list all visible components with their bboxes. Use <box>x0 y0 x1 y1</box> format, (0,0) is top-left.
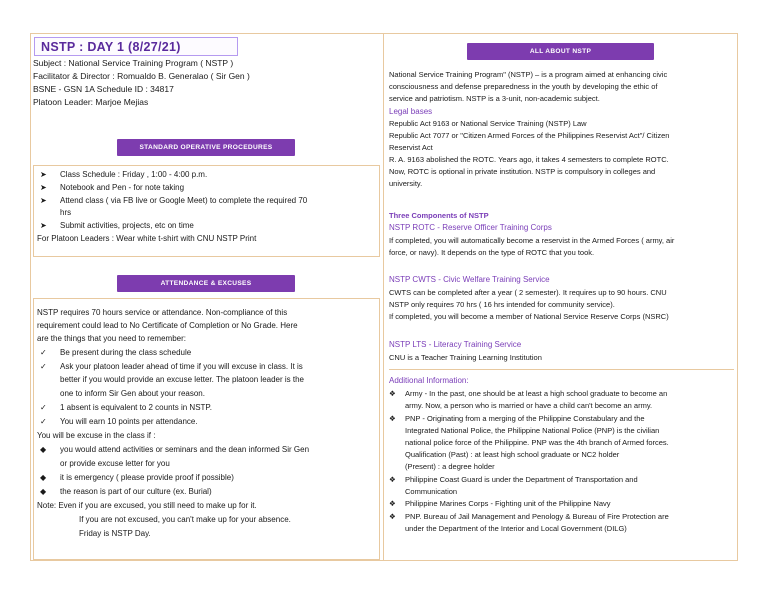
cwts-line: If completed, you will become a member of National Service Reserve Corps (NSRC) <box>389 312 669 321</box>
right-column: ALL ABOUT NSTP National Service Training Program" (NSTP) – is a program aimed at enhancing civic consciousness and defense preparedness in the youth by developing the ethic of service and patriotism. NSTP is a 3-unit, non-academic subject. Legal bases Republic Act 9163 or National Service Training (NSTP) Law Republic Act 7077 or "Citizen Armed Forces of the Philippines Reservist Act"/ Citizen Reservist Act R. A. 9163 abolished the ROTC. Years ago, it takes 4 semesters to complete ROTC. Now, ROTC is optional in private institution. NSTP is compulsory in colleges and university. Three Components of NSTP NSTP ROTC - Reserve Officer Training Corps If completed, you will automatically become a reservist in the Armed Forces ( army, air force, or navy). It depends on the type of ROTC that you took. NSTP CWTS - Civic Welfare Training Service CWTS can be completed after a year ( 2 semester). It requires up to 90 hours. CNU NSTP only requires 70 hrs ( 16 hrs intended for community service). If completed, you will become a member of National Service Reserve Corps (NSRC) NSTP LTS - Literacy Training Service CNU is a Teacher Training Learning Institution Additional Information: ❖ Army - In the past, one should be at least a high school graduate to become an army. Now, a person who is married or have a child can't become an army. ❖ PNP - Originating from a merging of the Philippine Constabulary and the Integrated National Police, the Philippine National Police (PNP) is the civilian national police force of the Philippine. PNP was the 4th branch of Armed forces. Qualification (Past) : at least high school graduate or NC2 holder (Present) : a degree holder ❖ Philippine Coast Guard is under the Department of Transportation and Communication ❖ Philippine Marines Corps - Fighting unit of the Philippine Navy ❖ PNP. Bureau of Jail Management and Penology & Bureau of Fire Protection are under the Department of the Interior and Local Government (DILG) <box>385 33 738 561</box>
about-intro: consciousness and defense preparedness in the youth by developing the ethic of <box>389 82 658 91</box>
rotc-line: force, or navy). It depends on the type of ROTC that you took. <box>389 248 595 257</box>
excuse-intro: You will be excuse in the class if : <box>37 431 156 440</box>
legal-line: university. <box>389 179 423 188</box>
lts-line: CNU is a Teacher Training Learning Institution <box>389 353 542 362</box>
additional-heading: Additional Information: <box>389 376 469 385</box>
left-column <box>30 33 383 561</box>
attendance-intro: are the things that you need to remember: <box>37 334 186 343</box>
about-heading: ALL ABOUT NSTP <box>467 43 654 60</box>
rotc-line: If completed, you will automatically become a reservist in the Armed Forces ( army, air <box>389 236 675 245</box>
facilitator-line: Facilitator & Director : Romualdo B. Generalao ( Sir Gen ) <box>33 71 250 81</box>
lts-heading: NSTP LTS - Literacy Training Service <box>389 340 522 349</box>
sop-box: ➤ Class Schedule : Friday , 1:00 - 4:00 p.m. ➤ Notebook and Pen - for note taking ➤ Attend class ( via FB live or Google Meet) to complete the required 70 hrs ➤ Submit activities, projects, etc on time For Platoon Leaders : Wear white t-shirt with CNU NSTP Print <box>33 165 380 257</box>
attendance-note: Friday is NSTP Day. <box>79 529 151 538</box>
title-box <box>34 37 238 56</box>
sop-heading: STANDARD OPERATIVE PROCEDURES <box>117 139 295 156</box>
sop-note: For Platoon Leaders : Wear white t-shirt with CNU NSTP Print <box>37 234 257 243</box>
cwts-heading: NSTP CWTS - Civic Welfare Training Service <box>389 275 550 284</box>
leader-line: Platoon Leader: Marjoe Mejias <box>33 97 149 107</box>
schedule-line: BSNE - GSN 1A Schedule ID : 34817 <box>33 84 174 94</box>
legal-line: R. A. 9163 abolished the ROTC. Years ago, it takes 4 semesters to complete ROTC. <box>389 155 669 164</box>
column-divider <box>383 33 384 561</box>
page-title: NSTP : DAY 1 (8/27/21) <box>41 40 181 54</box>
cwts-line: NSTP only requires 70 hrs ( 16 hrs intended for community service). <box>389 300 615 309</box>
rotc-heading: NSTP ROTC - Reserve Officer Training Corps <box>389 223 552 232</box>
legal-line: Republic Act 7077 or "Citizen Armed Forces of the Philippines Reservist Act"/ Citizen <box>389 131 670 140</box>
components-heading: Three Components of NSTP <box>389 211 489 220</box>
about-intro: National Service Training Program" (NSTP) – is a program aimed at enhancing civic <box>389 70 668 79</box>
attendance-intro: requirement could lead to No Certificate of Completion or No Grade. Here <box>37 321 298 330</box>
legal-line: Reservist Act <box>389 143 433 152</box>
about-intro: service and patriotism. NSTP is a 3-unit, non-academic subject. <box>389 94 600 103</box>
attendance-intro: NSTP requires 70 hours service or attendance. Non-compliance of this <box>37 308 288 317</box>
attendance-note: Note: Even if you are excused, you still need to make up for it. <box>37 501 257 510</box>
subject-line: Subject : National Service Training Program ( NSTP ) <box>33 58 234 68</box>
attendance-heading: ATTENDANCE & EXCUSES <box>117 275 295 292</box>
legal-line: Now, ROTC is optional in private institution. NSTP is compulsory in colleges and <box>389 167 656 176</box>
section-divider <box>389 369 734 370</box>
cwts-line: CWTS can be completed after a year ( 2 semester). It requires up to 90 hours. CNU <box>389 288 667 297</box>
legal-heading: Legal bases <box>389 107 433 116</box>
attendance-note: If you are not excused, you can't make up for your absence. <box>79 515 291 524</box>
legal-line: Republic Act 9163 or National Service Training (NSTP) Law <box>389 119 587 128</box>
attendance-box: NSTP requires 70 hours service or attendance. Non-compliance of this requirement could lead to No Certificate of Completion or No Grade. Here are the things that you need to remember: ✓ Be present during the class schedule ✓ Ask your platoon leader ahead of time if you will excuse in class. It is better if you would provide an excuse letter. The platoon leader is the one to inform Sir Gen about your reason. ✓ 1 absent is equivalent to 2 counts in NSTP. ✓ You will earn 10 points per attendance. You will be excuse in the class if : ◆ you would attend activities or seminars and the dean informed Sir Gen or provide excuse letter for you ◆ it is emergency ( please provide proof if possible) ◆ the reason is part of our culture (ex. Burial) Note: Even if you are excused, you still need to make up for it. If you are not excused, you can't make up for your absence. Friday is NSTP Day. <box>33 298 380 560</box>
